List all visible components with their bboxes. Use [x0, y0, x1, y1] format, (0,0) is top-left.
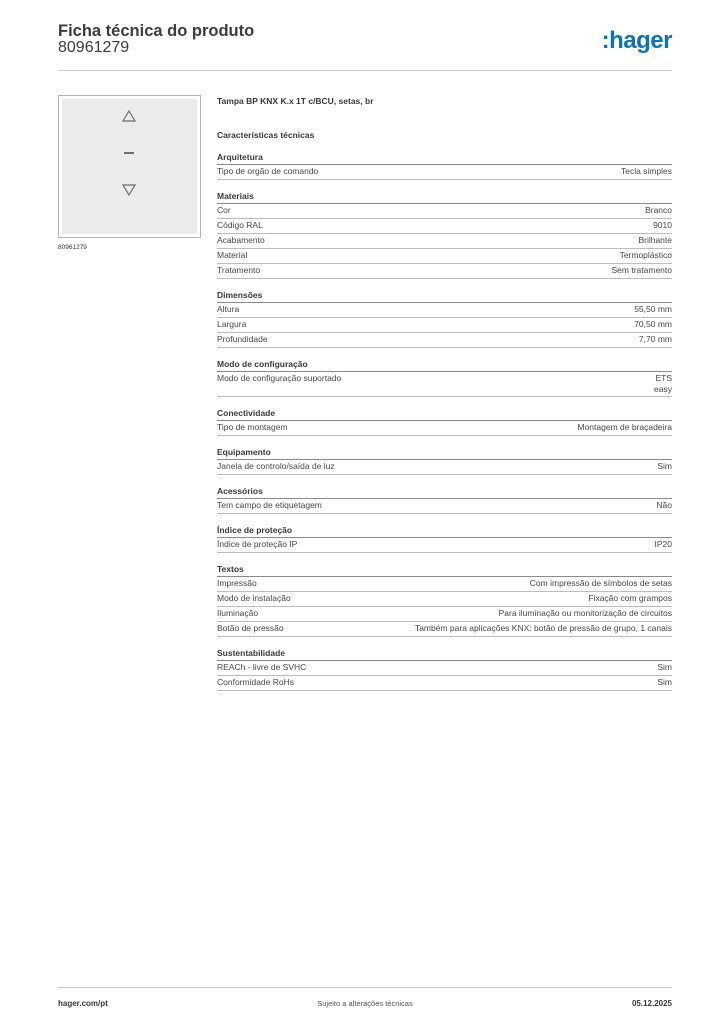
spec-label: Janela de controlo/saída de luz: [217, 461, 335, 471]
product-symbols: [59, 96, 202, 239]
spec-label: Impressão: [217, 578, 257, 588]
section-title: Textos: [217, 563, 672, 577]
spec-value: [657, 662, 672, 673]
spec-section: [217, 407, 672, 436]
product-name: Tampa BP KNX K.x 1T c/BCU, setas, br: [217, 96, 374, 106]
spec-row: [217, 460, 672, 475]
footer-date: 05.12.2025: [631, 999, 672, 1008]
hager-logo: :hager: [601, 27, 672, 54]
spec-section: [217, 485, 672, 514]
page-title: Ficha técnica do produto: [58, 22, 255, 40]
spec-value-line: Sem tratamento: [611, 265, 672, 275]
spec-value: [657, 461, 672, 472]
spec-label: Largura: [217, 319, 247, 329]
spec-section: [217, 524, 672, 553]
spec-label: Altura: [217, 304, 240, 314]
spec-value-line: 9010: [653, 220, 672, 230]
section-title: Acessórios: [217, 485, 672, 499]
spec-label: Tipo de orgão de comando: [217, 166, 319, 176]
section-title: Equipamento: [217, 446, 672, 460]
section-title: Materiais: [217, 190, 672, 204]
spec-value: [655, 539, 673, 550]
spec-row: [217, 538, 672, 553]
spec-label: Tipo de montagem: [217, 422, 288, 432]
spec-value: [656, 500, 672, 511]
spec-value: [577, 422, 672, 433]
spec-section: [217, 647, 672, 691]
spec-value-line: Brilhante: [638, 235, 672, 245]
spec-value-line: Para iluminação ou monitorização de circuitos: [498, 608, 672, 618]
spec-label: Índice de proteção IP: [217, 539, 298, 549]
spec-label: Modo de instalação: [217, 593, 291, 603]
section-title: Dimensões: [217, 289, 672, 303]
spec-value: [653, 220, 672, 231]
spec-value-line: Também para aplicações KNX: botão de pressão de grupo, 1 canais: [414, 623, 672, 633]
spec-label: Código RAL: [217, 220, 263, 230]
spec-section: [217, 151, 672, 180]
spec-value: [634, 319, 672, 330]
spec-label: Conformidade RoHs: [217, 677, 295, 687]
spec-value-line: Montagem de braçadeira: [577, 422, 672, 432]
product-code: 80961279: [58, 39, 130, 56]
spec-value: [634, 304, 672, 315]
spec-label: REACh - livre de SVHC: [217, 662, 307, 672]
spec-value-line: Fixação com grampos: [588, 593, 672, 603]
spec-value: [588, 593, 672, 604]
spec-value-line: Tecla simples: [620, 166, 672, 176]
spec-value: [621, 166, 672, 177]
spec-value-line: Sim: [657, 677, 672, 687]
spec-section: [217, 358, 672, 397]
section-title: Modo de configuração: [217, 358, 672, 372]
spec-value-line: Sim: [657, 662, 672, 672]
spec-label: Profundidade: [217, 334, 268, 344]
spec-value-line: 70,50 mm: [634, 319, 672, 329]
spec-content: [217, 95, 672, 691]
spec-label: Botão de pressão: [217, 623, 284, 633]
product-image-caption: 80961279: [58, 244, 87, 251]
spec-label: Tem campo de etiquetagem: [217, 500, 322, 510]
spec-row: [217, 592, 672, 607]
spec-value-line: easy: [654, 384, 672, 394]
spec-row: [217, 234, 672, 249]
page-header: [58, 20, 672, 71]
spec-value: [638, 235, 672, 246]
spec-row: [217, 264, 672, 279]
spec-row: [217, 333, 672, 348]
spec-value-line: Não: [656, 500, 672, 510]
spec-section: [217, 190, 672, 279]
spec-row: [217, 676, 672, 691]
spec-value: [657, 677, 672, 688]
spec-value: [639, 334, 672, 345]
spec-label: Tratamento: [217, 265, 261, 275]
spec-value-line: Branco: [645, 205, 672, 215]
spec-row: [217, 421, 672, 436]
page-footer: [58, 987, 672, 1008]
spec-row: [217, 219, 672, 234]
spec-value: [620, 250, 672, 261]
spec-section: [217, 289, 672, 348]
spec-label: Acabamento: [217, 235, 265, 245]
footer-notice: Sujeito a alterações técnicas: [317, 999, 413, 1008]
footer-website-link[interactable]: hager.com/pt: [58, 999, 108, 1008]
arrow-down-icon: [123, 185, 135, 195]
spec-row: [217, 661, 672, 676]
spec-value-line: Termoplástico: [619, 250, 672, 260]
spec-value-line: ETS: [655, 373, 672, 383]
spec-row: [217, 499, 672, 514]
spec-value: [415, 623, 672, 634]
spec-section: [217, 563, 672, 637]
spec-row: [217, 249, 672, 264]
spec-value: [645, 205, 672, 216]
minus-icon: [124, 152, 134, 154]
spec-label: Material: [217, 250, 248, 260]
section-title: Índice de proteção: [217, 524, 672, 538]
spec-row: [217, 303, 672, 318]
spec-value: [499, 608, 672, 619]
spec-section: [217, 446, 672, 475]
arrow-up-icon: [123, 111, 135, 121]
spec-sections: [217, 151, 672, 691]
spec-label: Cor: [217, 205, 231, 215]
spec-row: [217, 165, 672, 180]
spec-row: [217, 204, 672, 219]
spec-value-line: 55,50 mm: [634, 304, 672, 314]
spec-value: [654, 373, 672, 395]
spec-row: [217, 318, 672, 333]
spec-row: [217, 577, 672, 592]
tech-characteristics-title: Características técnicas: [217, 130, 315, 140]
spec-value: [612, 265, 672, 276]
spec-label: Iluminação: [217, 608, 259, 618]
product-image: [58, 95, 201, 238]
spec-row: [217, 622, 672, 637]
spec-row: [217, 607, 672, 622]
spec-value: [530, 578, 672, 589]
spec-label: Modo de configuração suportado: [217, 373, 342, 383]
spec-value-line: IP20: [654, 539, 672, 549]
section-title: Conectividade: [217, 407, 672, 421]
spec-value-line: 7,70 mm: [638, 334, 672, 344]
spec-value-line: Com impressão de símbolos de setas: [529, 578, 672, 588]
section-title: Sustentabilidade: [217, 647, 672, 661]
spec-value-line: Sim: [657, 461, 672, 471]
spec-row: [217, 372, 672, 397]
section-title: Arquitetura: [217, 151, 672, 165]
